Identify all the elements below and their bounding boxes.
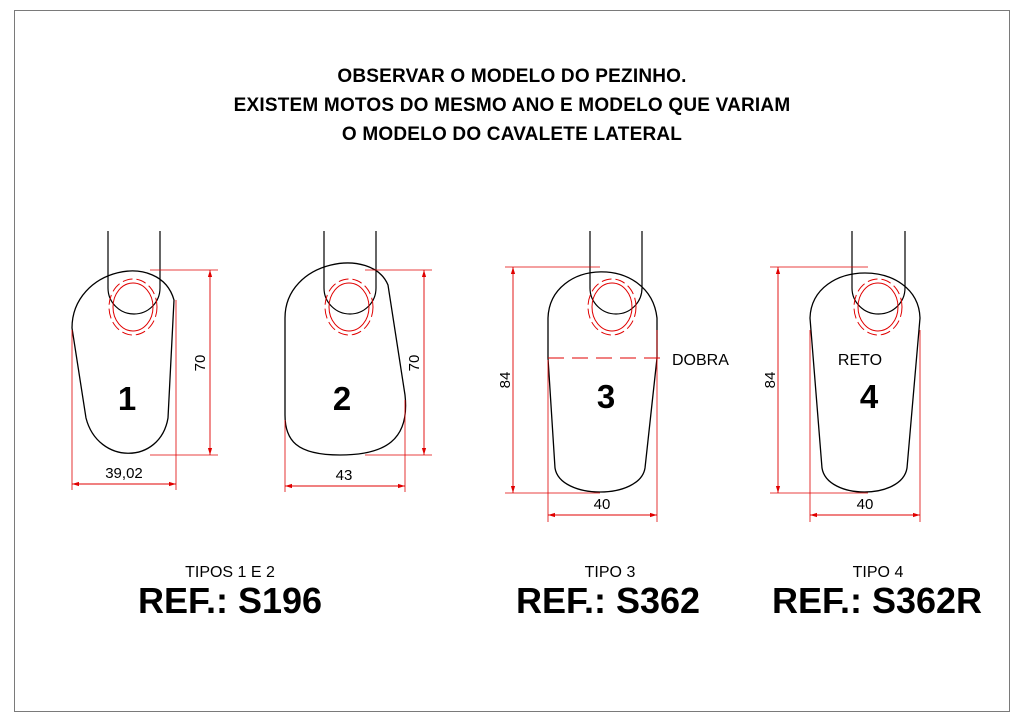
title-line-3: O MODELO DO CAVALETE LATERAL <box>341 124 683 145</box>
title-line-2: EXISTEM MOTOS DO MESMO ANO E MODELO QUE VARIAM <box>233 95 791 116</box>
shape-number: 3 <box>596 378 616 415</box>
ref-label-s196: REF.: S196 <box>137 580 323 621</box>
shape-number: 4 <box>859 378 879 415</box>
tipo-label-1-2: TIPOS 1 E 2 <box>185 564 275 581</box>
shape-number: 2 <box>332 380 352 417</box>
width-dimension-text: 40 <box>593 496 611 513</box>
ref-label-s362r: REF.: S362R <box>771 580 983 621</box>
shape-number: 1 <box>117 380 137 417</box>
tipo-label-4: TIPO 4 <box>852 564 904 581</box>
foot-shape-3 <box>497 231 729 522</box>
foot-shape-1 <box>72 231 218 490</box>
bend-note: DOBRA <box>672 352 729 369</box>
title-line-1: OBSERVAR O MODELO DO PEZINHO. <box>337 66 687 87</box>
width-dimension-text: 39,02 <box>105 465 143 482</box>
rod-slot <box>590 288 642 314</box>
foot-outline <box>285 263 406 455</box>
height-dimension-text: 70 <box>192 354 209 372</box>
hole-inner <box>858 283 898 331</box>
width-dimension-text: 40 <box>856 496 874 513</box>
height-dimension-text: 84 <box>762 371 779 389</box>
height-dimension-text: 84 <box>497 371 514 389</box>
hole-outer <box>588 279 636 335</box>
hole-inner <box>113 283 153 331</box>
foot-outline <box>72 271 174 453</box>
hole-inner <box>329 283 369 331</box>
straight-note: RETO <box>837 352 883 369</box>
ref-label-s362: REF.: S362 <box>515 580 701 621</box>
width-dimension-text: 43 <box>335 467 353 484</box>
height-dimension-text: 70 <box>406 354 423 372</box>
foot-shape-2 <box>285 231 432 492</box>
tipo-label-3: TIPO 3 <box>584 564 636 581</box>
foot-shape-4 <box>762 231 920 522</box>
